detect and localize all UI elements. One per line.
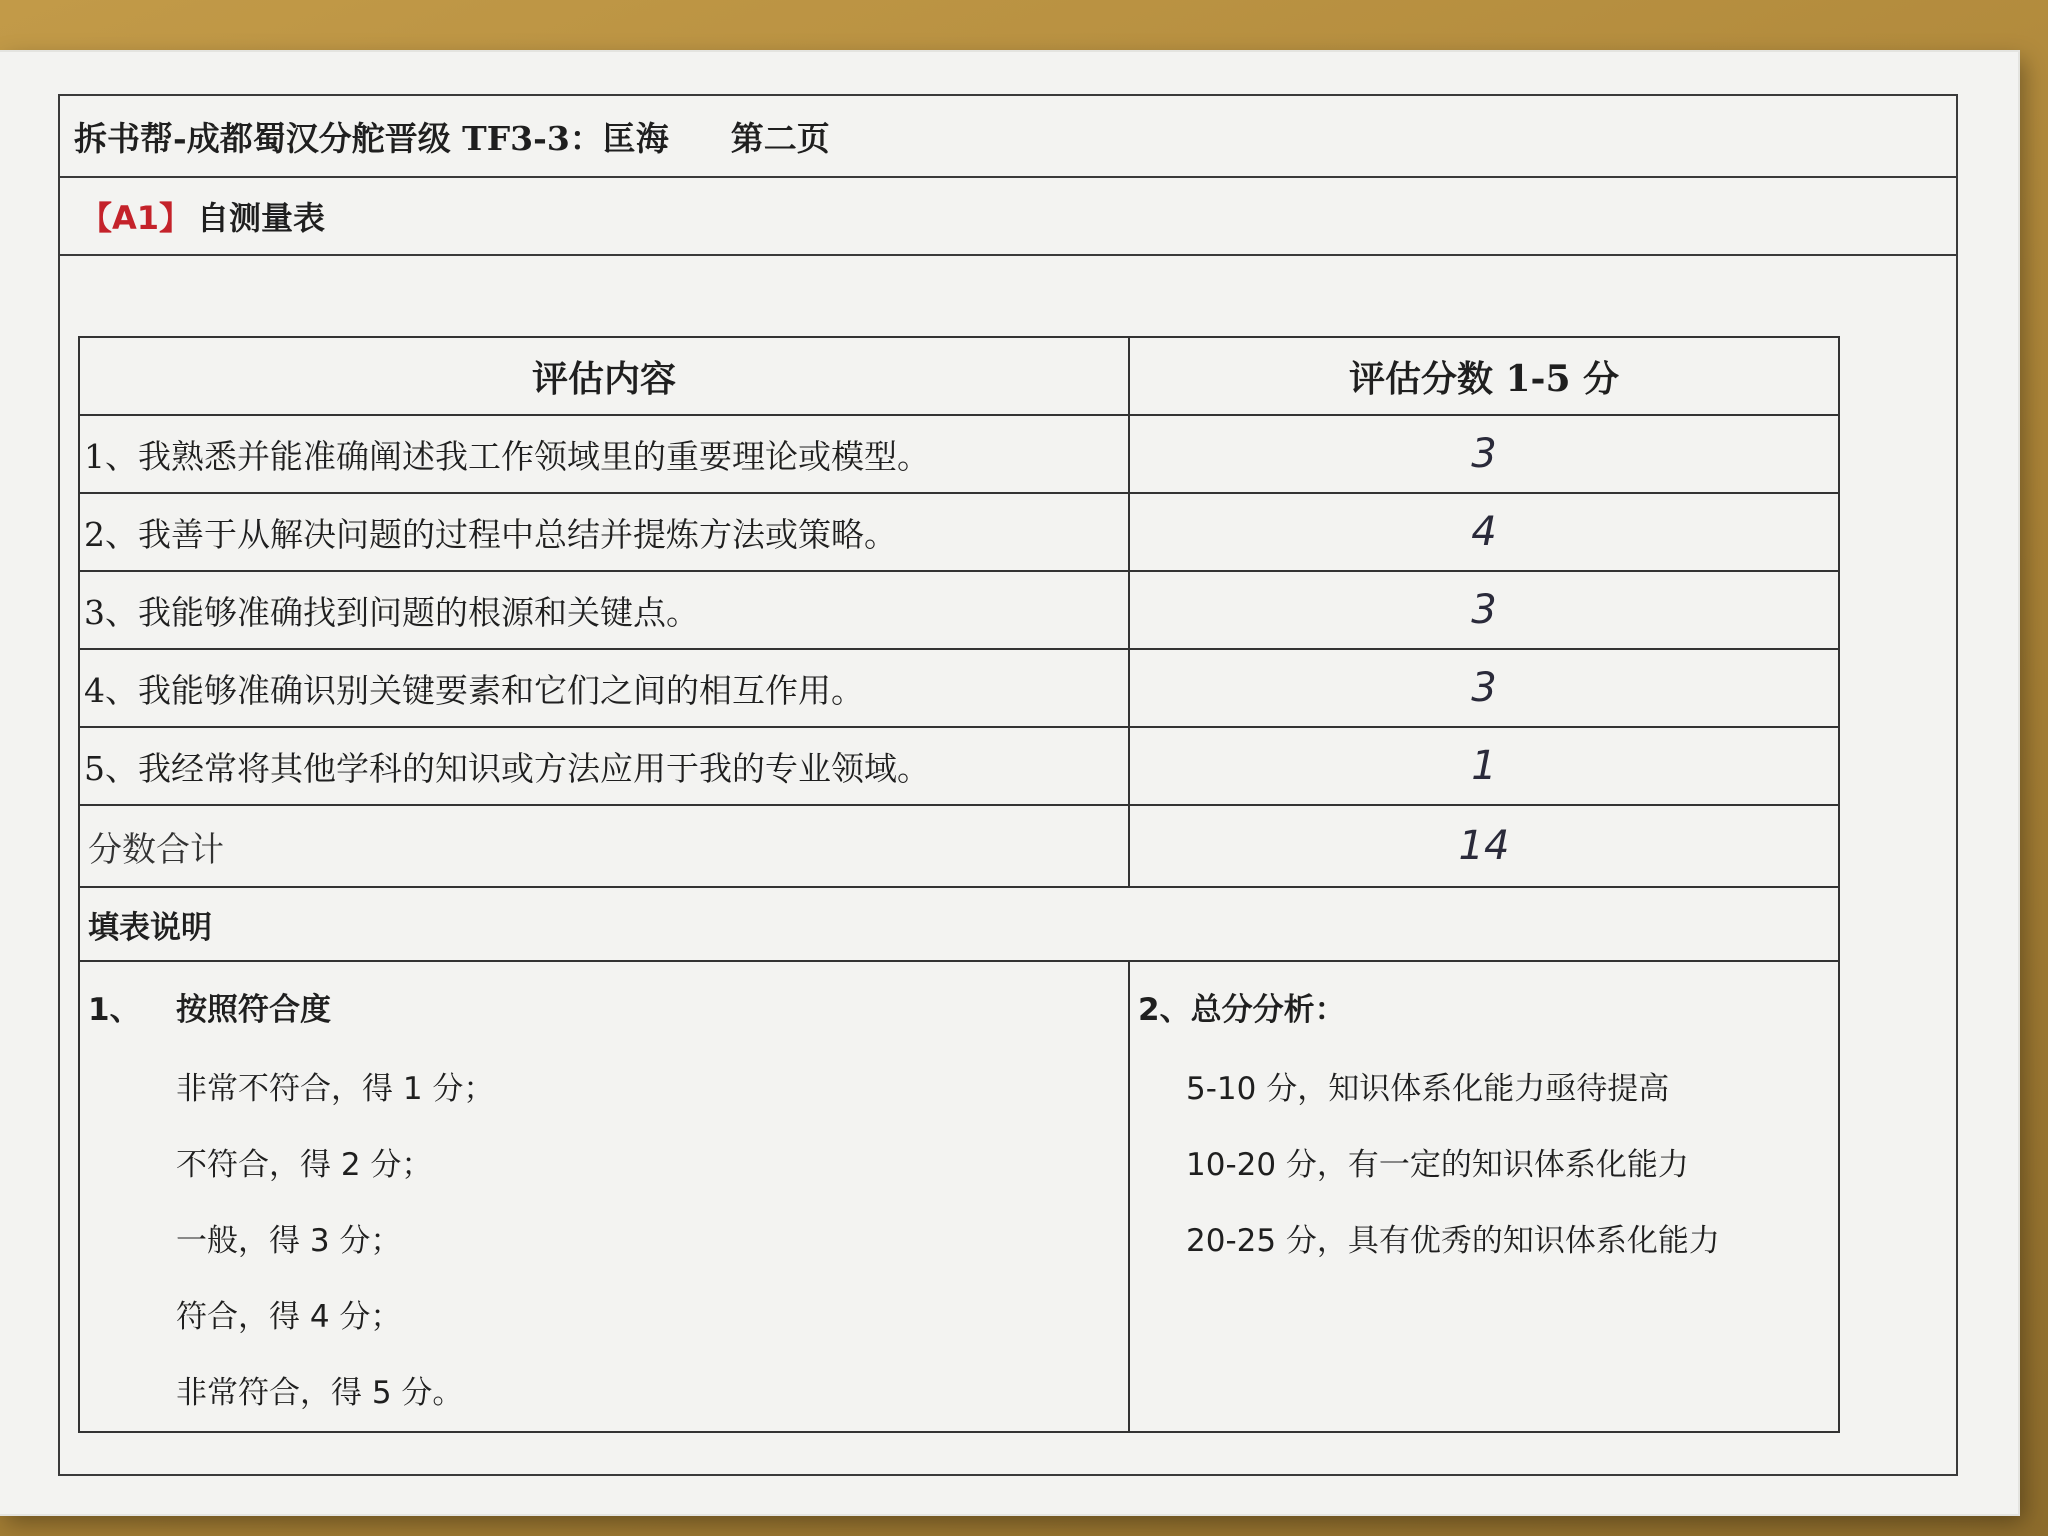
instructions-heading-row [79,887,1839,961]
section-tag: 【A1】 [80,199,192,237]
total-row [79,805,1839,887]
assessment-item-4: 4、我能够准确识别关键要素和它们之间的相互作用。 [79,649,1129,727]
analysis-line: 20-25 分，具有优秀的知识体系化能力 [1186,1223,1720,1259]
total-label: 分数合计 [79,805,1129,887]
scoring-rule-line: 一般，得 3 分； [176,1223,402,1259]
table-row [79,415,1839,493]
form-frame [58,94,1958,1476]
table-row [79,571,1839,649]
self-assessment-table [78,336,1840,1433]
analysis-line: 5-10 分，知识体系化能力亟待提高 [1186,1071,1670,1107]
scoring-rule-line: 非常不符合，得 1 分； [176,1071,495,1107]
scoring-rule-line: 不符合，得 2 分； [176,1147,433,1183]
scoring-rules-cell [79,961,1129,1432]
score-cell-1: 3 [1129,415,1839,493]
assessment-item-3: 3、我能够准确找到问题的根源和关键点。 [79,571,1129,649]
assessment-item-2: 2、我善于从解决问题的过程中总结并提炼方法或策略。 [79,493,1129,571]
section-heading [60,178,1956,256]
scoring-rules-number: 1、 [88,992,141,1028]
analysis-line: 10-20 分，有一定的知识体系化能力 [1186,1147,1689,1183]
instructions-heading: 填表说明 [79,887,1839,961]
total-analysis-cell [1129,961,1839,1432]
scoring-rules-heading: 按照符合度 [176,992,331,1028]
score-cell-3: 3 [1129,571,1839,649]
score-cell-2: 4 [1129,493,1839,571]
scoring-rule-line: 非常符合，得 5 分。 [176,1375,464,1411]
total-score: 14 [1129,805,1839,887]
total-analysis-title: 2、总分分析： [1138,992,1346,1028]
table-row [79,649,1839,727]
paper-sheet [0,52,2018,1514]
form-title: 拆书帮-成都蜀汉分舵晋级 TF3-3：匡海 [74,118,669,158]
form-header [60,96,1956,178]
table-row [79,727,1839,805]
column-header-score: 评估分数 1-5 分 [1129,337,1839,415]
table-header-row [79,337,1839,415]
scoring-rule-line: 符合，得 4 分； [176,1299,402,1335]
assessment-item-1: 1、我熟悉并能准确阐述我工作领域里的重要理论或模型。 [79,415,1129,493]
page-label: 第二页 [730,118,830,158]
column-header-content: 评估内容 [79,337,1129,415]
scoring-rules-title [88,984,1120,1029]
assessment-item-5: 5、我经常将其他学科的知识或方法应用于我的专业领域。 [79,727,1129,805]
score-cell-4: 3 [1129,649,1839,727]
table-row [79,493,1839,571]
score-cell-5: 1 [1129,727,1839,805]
section-title: 自测量表 [197,199,326,237]
instructions-row [79,961,1839,1432]
